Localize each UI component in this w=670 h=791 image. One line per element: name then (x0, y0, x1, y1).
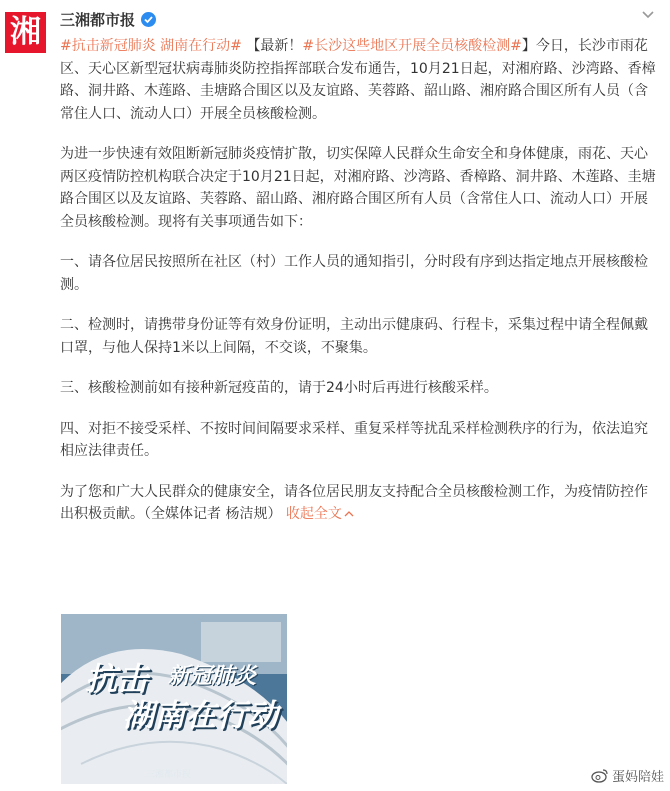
chevron-down-icon[interactable] (640, 6, 656, 22)
image-slogan-line2: 湖南在行动 (123, 698, 278, 734)
topic-link-1[interactable]: #抗击新冠肺炎 湖南在行动# (60, 38, 242, 54)
topic-link-2[interactable]: #长沙这些地区开展全员核酸检测# (302, 38, 522, 54)
page-watermark-text: 蛋妈陪娃 (611, 770, 664, 785)
post-paragraph-4: 二、检测时，请携带身份证等有效身份证明，主动出示健康码、行程卡，采集过程中请全程佩戴口罩，与他人保持1米以上间隔，不交谈，不聚集。 (60, 317, 648, 356)
avatar[interactable] (5, 12, 46, 53)
avatar-text: 湘 (10, 14, 41, 50)
post-text: 为了您和广大人民群众的健康安全，请各位居民朋友支持配合全员核酸检测工作，为疫情防控作出积极贡献。（全媒体记者 杨洁规） (60, 483, 648, 522)
author-header (60, 9, 156, 30)
author-name[interactable]: 三湘都市报 (60, 11, 136, 29)
post-paragraph-1 (60, 35, 658, 125)
collapse-label: 收起全文 (285, 506, 342, 522)
image-slogan-small: 新冠肺炎 (168, 664, 257, 689)
post-paragraph-6: 四、对拒不接受采样、不按时间间隔要求采样、重复采样等扰乱采样检测秩序的行为，依法追究相应法律责任。 (60, 420, 648, 459)
post-text: 【最新！ (246, 38, 303, 54)
verified-badge-icon (141, 12, 156, 27)
post-text: 】今日，长沙市雨花区、天心区新型冠状病毒肺炎防控指挥部联合发布通告，10月21日起，对湘府路、沙湾路、香樟路、洞井路、木莲路、圭塘路合围区以及友谊路、芙蓉路、韶山路、湘府路合围区所有人员（含常住人口、流动人口）开展全员核酸检测。 (60, 38, 656, 122)
page-watermark (591, 766, 664, 785)
post-paragraph-2: 为进一步快速有效阻断新冠肺炎疫情扩散，切实保障人民群众生命安全和身体健康，雨花、天心两区疫情防控机构联合决定于10月21日起，对湘府路、沙湾路、香樟路、洞井路、木莲路、圭塘路合围区以及友谊路、芙蓉路、韶山路、湘府路合围区所有人员（含常住人口、流动人口）开展全员核酸检测。现将有关事项通告如下： (60, 146, 656, 230)
chevron-up-icon (344, 510, 354, 518)
post-image[interactable] (61, 614, 287, 784)
image-watermark: 三湘都市报 (146, 770, 192, 780)
post-paragraph-7 (60, 481, 658, 526)
collapse-text-button[interactable] (286, 506, 354, 522)
weibo-logo-icon (591, 768, 609, 783)
post-paragraph-5: 三、核酸检测前如有接种新冠疫苗的，请于24小时后再进行核酸采样。 (60, 380, 498, 396)
post-paragraph-3: 一、请各位居民按照所在社区（村）工作人员的通知指引，分时段有序到达指定地点开展核酸检测。 (60, 254, 648, 293)
image-slogan-big: 抗击 (85, 660, 148, 698)
post-body (60, 35, 658, 526)
